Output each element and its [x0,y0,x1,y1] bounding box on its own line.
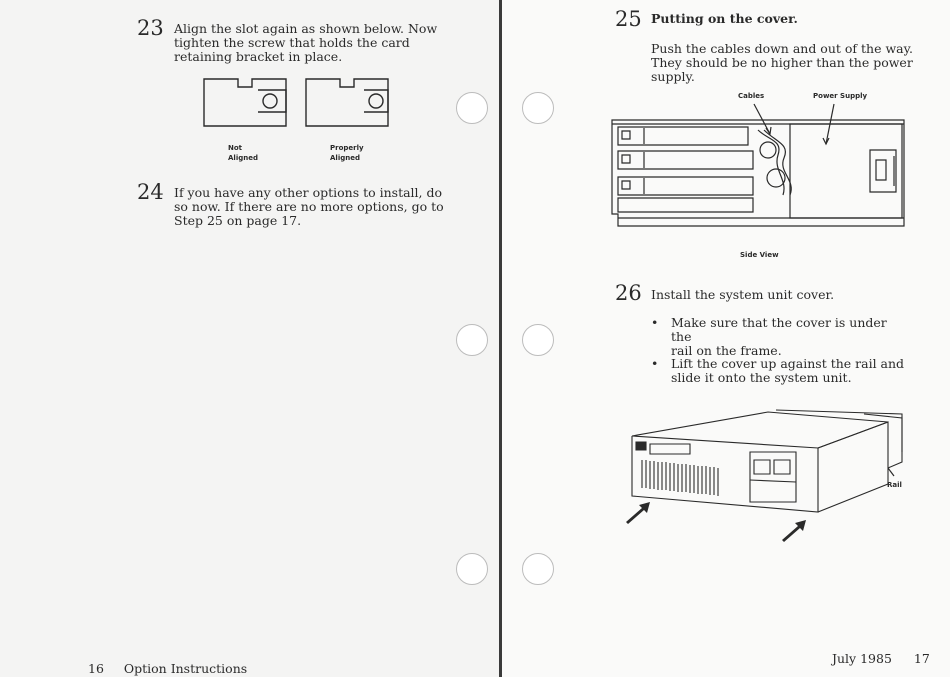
system-cover [632,412,888,448]
push-arrow-left-icon [626,502,650,524]
logo-badge [636,442,646,450]
right-footer [832,652,930,666]
side-view-caption: Side View [740,251,779,259]
left-footer-title: Option Instructions [123,661,248,676]
bullet-2-line-1: Lift the cover up against the rail and [671,356,905,371]
not-aligned-caption-line-1: Not [228,144,243,152]
right-page [502,0,950,677]
not-aligned-caption-line-2: Aligned [228,154,258,162]
right-footer-date: July 1985 [832,651,892,666]
bullet-1-line-1: Make sure that the cover is under the [671,315,887,344]
bracket-properly-aligned-shape [306,79,388,126]
adapter-card-2 [618,151,753,169]
step-24-line-1: If you have any other options to install, do [174,185,443,200]
step-25-line-1: Push the cables down and out of the way. [651,41,913,56]
properly-aligned-caption-line-1: Properly [330,144,364,152]
step-26-text: Install the system unit cover. [651,287,835,302]
binder-hole-left-bottom [456,553,488,585]
step-25-number: 25 [615,7,642,31]
adapter-card-3 [618,177,753,195]
step-25-line-2: They should be no higher than the power [651,55,913,70]
step-26-number: 26 [615,281,642,305]
step-25-line-3: supply. [651,69,695,84]
step-23-number: 23 [137,16,164,40]
bullet-2-text [671,357,911,385]
right-page-number: 17 [913,651,930,666]
push-arrow-bottom-icon [782,520,806,542]
power-supply-label: Power Supply [813,92,868,100]
cables-label: Cables [738,92,765,100]
step-25-title: Putting on the cover. [651,11,798,26]
adapter-card-1 [618,127,748,145]
bracket-not-aligned-shape [204,79,286,126]
side-view-diagram [608,100,908,240]
bullet-item-2 [651,357,921,387]
binder-hole-right-top [522,92,554,124]
system-unit-illustration [618,400,908,545]
screw-aligned-icon [369,94,383,108]
binder-hole-left-middle [456,324,488,356]
left-footer [88,662,247,676]
power-supply-box [790,124,902,218]
step-25-text [651,42,941,84]
step-23-line-1: Align the slot again as shown below. Now [174,21,438,36]
step-24-number: 24 [137,180,164,204]
step-23-line-3: retaining bracket in place. [174,49,343,64]
left-page-number: 16 [88,661,104,676]
binder-hole-right-bottom [522,553,554,585]
bracket-alignment-figure [200,76,400,132]
bullet-2-glyph: • [651,356,659,371]
binder-hole-left-top [456,92,488,124]
rail-label: Rail [887,481,902,489]
properly-aligned-caption [330,143,364,163]
step-24-line-3: Step 25 on page 17. [174,213,302,228]
vent-grille [642,460,718,496]
bullet-1-line-2: rail on the frame. [671,343,782,358]
bullet-item-1 [651,315,921,358]
step-24-line-2: so now. If there are no more options, go to [174,199,444,214]
power-switch [870,150,896,192]
step-24-text [174,186,474,228]
screw-not-aligned-icon [263,94,277,108]
bullet-2-line-2: slide it onto the system unit. [671,370,852,385]
properly-aligned-caption-line-2: Aligned [330,154,360,162]
not-aligned-caption [228,143,258,163]
step-23-text [174,22,464,64]
bullet-1-glyph: • [651,315,659,330]
step-23-line-2: tighten the screw that holds the card [174,35,410,50]
binder-hole-right-middle [522,324,554,356]
bullet-1-text [671,316,911,358]
adapter-card-4 [618,198,753,212]
